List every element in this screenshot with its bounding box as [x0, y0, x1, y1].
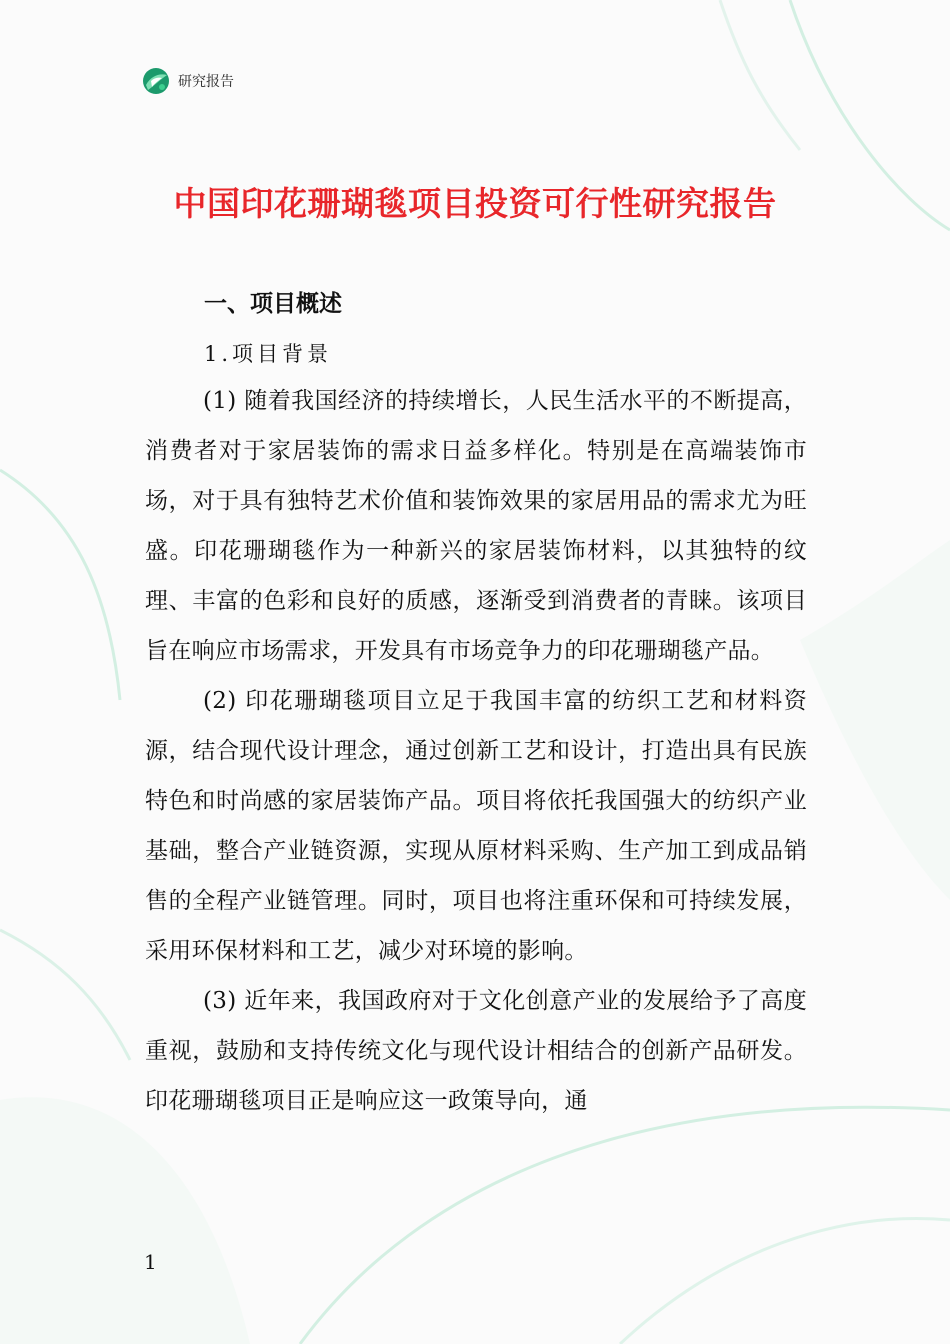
paragraph-2: (2) 印花珊瑚毯项目立足于我国丰富的纺织工艺和材料资源，结合现代设计理念，通过创新工艺和设计，打造出具有民族特色和时尚感的家居装饰产品。项目将依托我国强大的纺织产业基础，整合产业链资源，实现从原材料采购、生产加工到成品销售的全程产业链管理。同时，项目也将注重环保和可持续发展，采用环保材料和工艺，减少对环境的影响。	[145, 688, 807, 964]
document-title: 中国印花珊瑚毯项目投资可行性研究报告	[173, 184, 777, 223]
header-label: 研究报告	[178, 74, 234, 90]
paragraph-1: (1) 随着我国经济的持续增长，人民生活水平的不断提高，消费者对于家居装饰的需求日益多样化。特别是在高端装饰市场，对于具有独特艺术价值和装饰效果的家居用品的需求尤为旺盛。印花珊瑚毯作为一种新兴的家居装饰材料，以其独特的纹理、丰富的色彩和良好的质感，逐渐受到消费者的青睐。该项目旨在响应市场需求，开发具有市场竞争力的印花珊瑚毯产品。	[145, 388, 807, 664]
sub-heading: 1.项目背景	[204, 342, 333, 366]
green-swirl-logo-icon	[142, 67, 170, 95]
document-header	[142, 66, 234, 96]
paragraph-3: (3) 近年来，我国政府对于文化创意产业的发展给予了高度重视，鼓励和支持传统文化与现代设计相结合的创新产品研发。印花珊瑚毯项目正是响应这一政策导向，通	[145, 988, 807, 1114]
section-heading: 一、项目概述	[204, 291, 342, 317]
document-body	[145, 376, 807, 1126]
page-number: 1	[144, 1250, 157, 1274]
